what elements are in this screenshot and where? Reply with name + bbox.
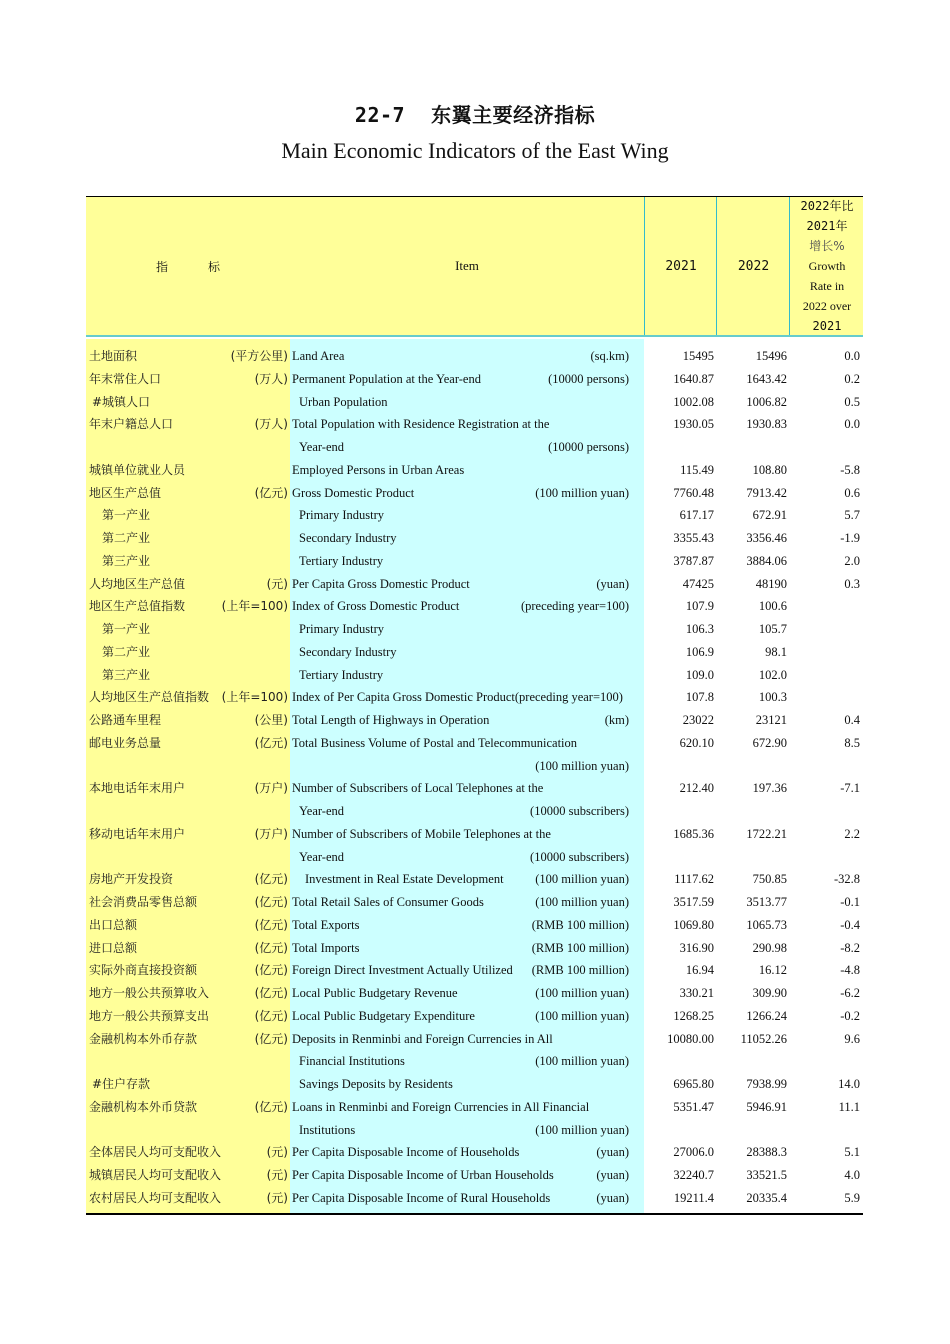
- indicator-item-en: Year-end: [299, 804, 344, 818]
- value-2022: 672.91: [752, 508, 787, 523]
- value-2021: 107.9: [685, 599, 714, 614]
- value-2021: 16.94: [685, 963, 714, 978]
- table-row: [86, 1050, 863, 1073]
- indicator-unit-cn: (上年=100): [221, 690, 288, 705]
- indicator-item-en: Gross Domestic Product: [292, 485, 415, 500]
- indicator-cn: #城镇人口: [92, 394, 151, 409]
- value-2021: 5351.47: [673, 1099, 714, 1114]
- header-growth: [789, 197, 864, 335]
- page-title-cn: [0, 99, 950, 128]
- value-2021: 330.21: [679, 986, 714, 1000]
- indicator-cn: 地方一般公共预算收入: [89, 986, 210, 1000]
- indicator-cn: 全体居民人均可支配收入: [89, 1145, 222, 1160]
- table-row: [86, 800, 863, 823]
- value-2022: 48190: [755, 576, 787, 591]
- growth-line-4: Growth: [808, 259, 846, 273]
- value-2021: 1685.36: [673, 826, 714, 841]
- value-2022: 23121: [755, 713, 787, 727]
- value-2022: 309.90: [752, 986, 787, 1000]
- indicator-item-en: Financial Institutions: [299, 1054, 405, 1069]
- indicator-item-en: Year-end: [299, 440, 344, 454]
- table-row: [86, 664, 863, 687]
- table-row: [86, 413, 863, 436]
- indicator-cn: 社会消费品零售总额: [89, 895, 198, 909]
- growth-rate: -32.8: [833, 872, 860, 887]
- indicator-unit-en: (preceding year=100): [520, 599, 629, 614]
- indicator-cn: 人均地区生产总值指数: [89, 690, 210, 705]
- growth-line-3: 增长%: [809, 239, 845, 253]
- indicator-item-en: Index of Gross Domestic Product: [292, 599, 460, 614]
- indicator-cn: 金融机构本外币贷款: [89, 1099, 198, 1114]
- growth-rate: 2.2: [844, 826, 860, 841]
- indicator-item-en: Permanent Population at the Year-end: [292, 371, 481, 386]
- value-2022: 100.6: [758, 599, 787, 614]
- value-2022: 105.7: [758, 622, 787, 636]
- value-2021: 27006.0: [673, 1145, 714, 1160]
- table-row: [86, 1141, 863, 1164]
- value-2021: 3787.87: [673, 553, 714, 568]
- growth-rate: 0.0: [844, 417, 860, 432]
- indicator-item-en: Per Capita Disposable Income of Urban Households: [292, 1168, 554, 1182]
- indicator-item-en: Year-end: [299, 849, 344, 864]
- table-row: [86, 891, 863, 914]
- indicator-cn: 金融机构本外币存款: [89, 1031, 198, 1046]
- indicator-unit-cn: (上年=100): [221, 599, 288, 614]
- table-row: [86, 1005, 863, 1028]
- value-2021: 7760.48: [673, 485, 714, 500]
- value-2022: 672.90: [752, 735, 787, 750]
- value-2022: 7913.42: [746, 485, 787, 500]
- table-row: [86, 595, 863, 618]
- indicator-unit-en: (RMB 100 million): [531, 917, 629, 932]
- header-cn-char-1: 指: [155, 259, 168, 274]
- value-2021: 620.10: [679, 735, 714, 750]
- value-2022: 102.0: [758, 667, 787, 682]
- indicator-cn: 实际外商直接投资额: [89, 963, 198, 978]
- indicator-cn: 土地面积: [89, 349, 138, 363]
- indicator-item-en: Deposits in Renminbi and Foreign Currencies in All: [292, 1031, 553, 1046]
- indicator-cn: 第一产业: [102, 622, 151, 636]
- indicator-cn: 第三产业: [102, 553, 151, 568]
- value-2021: 32240.7: [673, 1168, 714, 1182]
- growth-line-7: 2021: [812, 319, 842, 333]
- indicator-unit-en: (100 million yuan): [535, 758, 629, 773]
- growth-rate: 9.6: [844, 1031, 860, 1046]
- value-2021: 23022: [682, 713, 714, 727]
- indicator-item-en: Index of Per Capita Gross Domestic Product(preceding year=100): [292, 690, 623, 705]
- indicator-cn: 第二产业: [102, 644, 151, 659]
- table-row: [86, 959, 863, 982]
- header-indicator-cn: [86, 197, 290, 335]
- growth-rate: 4.0: [844, 1168, 860, 1182]
- indicator-item-en: Total Length of Highways in Operation: [292, 713, 490, 727]
- indicator-cn: 出口总额: [89, 917, 138, 932]
- table-row: [86, 482, 863, 505]
- table-row: [86, 868, 863, 891]
- indicator-unit-en: (yuan): [596, 576, 629, 591]
- growth-rate: -6.2: [840, 986, 860, 1000]
- table-row: [86, 368, 863, 391]
- indicator-unit-cn: (元): [266, 1168, 288, 1182]
- indicator-unit-en: (10000 persons): [548, 440, 629, 454]
- value-2021: 1002.08: [673, 394, 714, 409]
- value-2022: 1266.24: [746, 1008, 787, 1023]
- indicator-unit-cn: (亿元): [254, 1099, 288, 1114]
- growth-rate: 0.5: [844, 394, 860, 409]
- indicator-cn: 第一产业: [102, 508, 151, 523]
- indicator-cn: 进口总额: [89, 940, 138, 955]
- indicator-cn: 年末常住人口: [89, 371, 162, 386]
- indicator-unit-cn: (元): [266, 576, 288, 591]
- indicator-unit-cn: (万户): [254, 781, 288, 796]
- indicator-unit-en: (100 million yuan): [535, 872, 629, 887]
- value-2021: 47425: [682, 576, 714, 591]
- header-cn-char-2: 标: [207, 259, 220, 274]
- value-2021: 10080.00: [667, 1031, 714, 1046]
- value-2021: 19211.4: [673, 1190, 714, 1205]
- value-2022: 1722.21: [746, 826, 787, 841]
- indicator-item-en: Per Capita Gross Domestic Product: [292, 576, 470, 591]
- value-2022: 197.36: [752, 781, 787, 796]
- growth-rate: 0.6: [844, 485, 860, 500]
- indicator-unit-en: (km): [604, 713, 629, 727]
- indicator-item-en: Secondary Industry: [299, 531, 397, 545]
- table-row: [86, 755, 863, 778]
- value-2021: 212.40: [679, 781, 714, 796]
- value-2022: 3513.77: [746, 895, 787, 909]
- table-row: [86, 436, 863, 459]
- value-2021: 1117.62: [674, 872, 714, 887]
- indicator-cn: 地方一般公共预算支出: [89, 1008, 210, 1023]
- value-2022: 1006.82: [746, 394, 787, 409]
- indicator-cn: 城镇居民人均可支配收入: [89, 1168, 222, 1182]
- growth-rate: 0.2: [844, 371, 860, 386]
- indicator-unit-cn: (亿元): [254, 895, 288, 909]
- indicator-item-en: Total Retail Sales of Consumer Goods: [292, 895, 484, 909]
- indicator-cn: 年末户籍总人口: [89, 417, 174, 432]
- table-row: [86, 1164, 863, 1187]
- indicator-unit-cn: (亿元): [254, 872, 288, 887]
- indicator-unit-en: (100 million yuan): [535, 986, 629, 1000]
- table-row: [86, 1096, 863, 1119]
- indicator-item-en: Number of Subscribers of Local Telephones at the: [292, 781, 544, 796]
- value-2021: 1268.25: [673, 1008, 714, 1023]
- indicator-item-en: Urban Population: [299, 394, 388, 409]
- growth-line-2: 2021年: [806, 219, 848, 233]
- indicator-unit-en: (100 million yuan): [535, 895, 629, 909]
- growth-rate: -7.1: [840, 781, 860, 796]
- indicator-item-en: Land Area: [292, 349, 345, 363]
- value-2022: 20335.4: [746, 1190, 787, 1205]
- indicator-unit-cn: (公里): [254, 713, 288, 727]
- value-2022: 1643.42: [746, 371, 787, 386]
- table-row: [86, 391, 863, 414]
- indicator-unit-cn: (亿元): [254, 1008, 288, 1023]
- table-row: [86, 686, 863, 709]
- header-year-2021: 2021: [644, 197, 717, 335]
- indicator-item-en: Foreign Direct Investment Actually Utilized: [292, 963, 513, 978]
- indicator-unit-en: (10000 subscribers): [530, 804, 629, 818]
- indicator-cn: 本地电话年末用户: [89, 781, 186, 796]
- value-2021: 106.3: [685, 622, 714, 636]
- indicator-item-en: Per Capita Disposable Income of Households: [292, 1145, 520, 1160]
- value-2022: 1065.73: [746, 917, 787, 932]
- value-2022: 16.12: [758, 963, 787, 978]
- indicator-cn: 地区生产总值指数: [89, 599, 186, 614]
- table-row: [86, 618, 863, 641]
- growth-rate: 5.9: [844, 1190, 860, 1205]
- indicator-unit-cn: (亿元): [254, 735, 288, 750]
- value-2022: 108.80: [752, 462, 787, 477]
- indicator-item-en: Total Exports: [292, 917, 360, 932]
- indicator-unit-cn: (亿元): [254, 963, 288, 978]
- indicator-item-en: Secondary Industry: [299, 644, 397, 659]
- indicator-cn: 第二产业: [102, 531, 151, 545]
- table-row: [86, 550, 863, 573]
- growth-rate: -1.9: [840, 531, 860, 545]
- table-number: 22-7: [354, 103, 406, 127]
- indicator-item-en: Number of Subscribers of Mobile Telephones at the: [292, 826, 551, 841]
- value-2021: 15495: [682, 349, 714, 363]
- growth-line-1: 2022年比: [800, 199, 854, 213]
- value-2021: 109.0: [685, 667, 714, 682]
- indicator-unit-cn: (亿元): [254, 940, 288, 955]
- growth-rate: 5.1: [844, 1145, 860, 1160]
- indicator-unit-en: (yuan): [596, 1190, 629, 1205]
- value-2021: 316.90: [679, 940, 714, 955]
- indicator-item-en: Investment in Real Estate Development: [305, 872, 504, 887]
- indicator-unit-cn: (亿元): [254, 917, 288, 932]
- growth-rate: 0.4: [844, 713, 860, 727]
- indicator-item-en: Per Capita Disposable Income of Rural Households: [292, 1190, 551, 1205]
- growth-rate: 0.0: [844, 349, 860, 363]
- indicator-unit-en: (100 million yuan): [535, 1008, 629, 1023]
- value-2022: 3356.46: [746, 531, 787, 545]
- page-title-en: Main Economic Indicators of the East Wing: [281, 138, 669, 163]
- indicator-cn: 人均地区生产总值: [89, 576, 186, 591]
- value-2022: 33521.5: [746, 1168, 787, 1182]
- growth-rate: -0.2: [840, 1008, 860, 1023]
- indicator-item-en: Loans in Renminbi and Foreign Currencies in All Financial: [292, 1099, 590, 1114]
- growth-rate: -0.4: [840, 917, 860, 932]
- value-2022: 750.85: [752, 872, 787, 887]
- table-row: [86, 573, 863, 596]
- table-row: [86, 777, 863, 800]
- value-2022: 28388.3: [746, 1145, 787, 1160]
- header-year-2022: 2022: [716, 197, 790, 335]
- table-row: [86, 1187, 863, 1210]
- value-2021: 617.17: [679, 508, 714, 523]
- table-row: [86, 459, 863, 482]
- growth-rate: -4.8: [840, 963, 860, 978]
- indicator-cn: 地区生产总值: [89, 485, 162, 500]
- indicator-item-en: Local Public Budgetary Revenue: [292, 986, 458, 1000]
- value-2022: 3884.06: [746, 553, 787, 568]
- value-2021: 1640.87: [673, 371, 714, 386]
- table-row: [86, 504, 863, 527]
- indicator-unit-en: (10000 persons): [548, 371, 629, 386]
- indicator-unit-en: (10000 subscribers): [530, 849, 629, 864]
- table-row: [86, 527, 863, 550]
- growth-line-5: Rate in: [809, 279, 845, 293]
- indicator-unit-en: (yuan): [596, 1168, 629, 1182]
- table-row: [86, 823, 863, 846]
- indicator-unit-cn: (元): [266, 1145, 288, 1160]
- table-header: [86, 197, 863, 337]
- indicator-unit-cn: (万户): [254, 826, 288, 841]
- indicator-item-en: Total Business Volume of Postal and Telecommunication: [292, 735, 578, 750]
- indicator-item-en: Local Public Budgetary Expenditure: [292, 1008, 475, 1023]
- table-row: [86, 641, 863, 664]
- growth-line-6: 2022 over: [802, 299, 852, 313]
- indicator-unit-en: (100 million yuan): [535, 1054, 629, 1069]
- indicator-cn: 公路通车里程: [89, 713, 162, 727]
- growth-rate: 8.5: [844, 735, 860, 750]
- table-row: [86, 345, 863, 368]
- table-row: [86, 1119, 863, 1142]
- indicator-unit-en: (RMB 100 million): [531, 940, 629, 955]
- indicator-item-en: Total Imports: [292, 940, 360, 955]
- indicator-unit-en: (RMB 100 million): [531, 963, 629, 978]
- table-row: [86, 709, 863, 732]
- indicator-unit-cn: (万人): [254, 371, 288, 386]
- indicator-item-en: Total Population with Residence Registration at the: [292, 417, 550, 432]
- table-row: [86, 914, 863, 937]
- indicator-cn: 农村居民人均可支配收入: [89, 1190, 222, 1205]
- value-2022: 290.98: [752, 940, 787, 955]
- indicator-cn: 第三产业: [102, 667, 151, 682]
- value-2022: 5946.91: [746, 1099, 787, 1114]
- indicator-item-en: Institutions: [299, 1122, 356, 1137]
- indicator-unit-en: (100 million yuan): [535, 485, 629, 500]
- value-2022: 11052.26: [740, 1031, 787, 1046]
- growth-rate: -5.8: [840, 462, 860, 477]
- indicator-cn: #住户存款: [92, 1077, 151, 1091]
- value-2022: 100.3: [758, 690, 787, 705]
- growth-rate: 2.0: [844, 553, 860, 568]
- value-2021: 107.8: [685, 690, 714, 705]
- indicator-item-en: Primary Industry: [299, 508, 385, 523]
- indicator-item-en: Savings Deposits by Residents: [299, 1077, 453, 1091]
- bottom-rule: [86, 1213, 863, 1215]
- indicator-unit-cn: (元): [266, 1190, 288, 1205]
- value-2021: 115.49: [680, 462, 714, 477]
- indicator-item-en: Tertiary Industry: [299, 553, 384, 568]
- growth-rate: 11.1: [838, 1099, 860, 1114]
- indicator-unit-cn: (亿元): [254, 986, 288, 1000]
- growth-rate: 14.0: [838, 1077, 860, 1091]
- value-2022: 15496: [755, 349, 787, 363]
- growth-rate: -0.1: [840, 895, 860, 909]
- value-2022: 1930.83: [746, 417, 787, 432]
- indicator-unit-cn: (亿元): [254, 485, 288, 500]
- indicator-unit-en: (yuan): [596, 1145, 629, 1160]
- table-row: [86, 937, 863, 960]
- indicator-item-en: Primary Industry: [299, 622, 385, 636]
- indicator-item-en: Employed Persons in Urban Areas: [292, 462, 465, 477]
- indicator-cn: 移动电话年末用户: [89, 826, 186, 841]
- value-2021: 3355.43: [673, 531, 714, 545]
- value-2021: 1930.05: [673, 417, 714, 432]
- table-row: [86, 1028, 863, 1051]
- indicator-unit-cn: (平方公里): [230, 349, 288, 363]
- table-row: [86, 1073, 863, 1096]
- title-cn-text: 东翼主要经济指标: [431, 103, 596, 127]
- value-2022: 7938.99: [746, 1077, 787, 1091]
- indicator-unit-en: (sq.km): [590, 349, 629, 363]
- indicator-item-en: Tertiary Industry: [299, 667, 384, 682]
- indicator-cn: 城镇单位就业人员: [89, 462, 186, 477]
- growth-rate: 0.3: [844, 576, 860, 591]
- indicator-cn: 邮电业务总量: [89, 735, 162, 750]
- indicator-unit-cn: (亿元): [254, 1031, 288, 1046]
- value-2021: 106.9: [685, 644, 714, 659]
- header-item: Item: [455, 258, 479, 273]
- value-2022: 98.1: [765, 644, 787, 659]
- indicator-unit-cn: (万人): [254, 417, 288, 432]
- table-row: [86, 982, 863, 1005]
- indicator-unit-en: (100 million yuan): [535, 1122, 629, 1137]
- value-2021: 1069.80: [673, 917, 714, 932]
- table-row: [86, 732, 863, 755]
- growth-rate: -8.2: [840, 940, 860, 955]
- indicator-cn: 房地产开发投资: [89, 872, 174, 887]
- growth-rate: 5.7: [844, 508, 860, 523]
- value-2021: 6965.80: [673, 1077, 714, 1091]
- table-row: [86, 846, 863, 869]
- value-2021: 3517.59: [673, 895, 714, 909]
